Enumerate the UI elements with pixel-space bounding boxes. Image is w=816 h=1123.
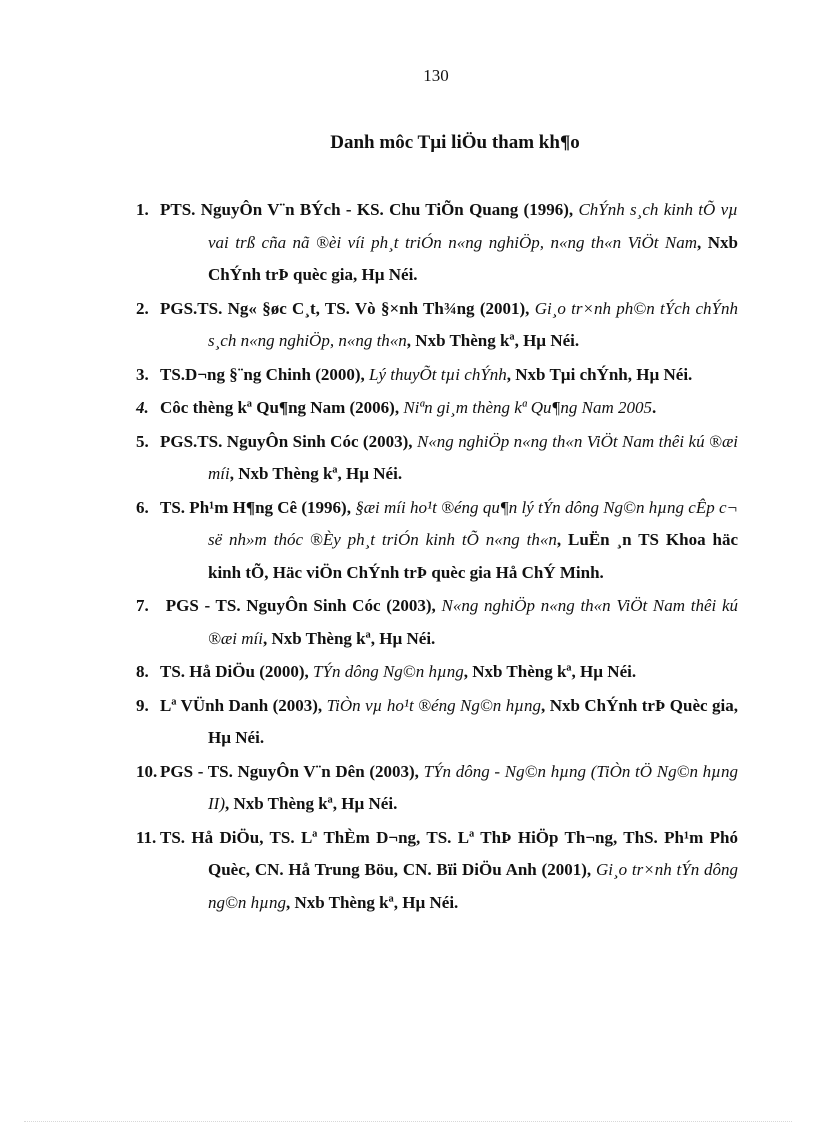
reference-work-title: Gi¸o tr×nh tÝn dông ng©n hµng — [208, 860, 738, 912]
reference-text: TS. Hå DiÖu, TS. Lª ThÈm D¬ng, TS. Lª ThÞ HiÖp Th¬ng, ThS. Ph¹m Phó Quèc, CN. Hå Trung Böu, CN. Bïi DiÖu Anh (2001), — [160, 827, 738, 879]
reference-item — [0, 492, 816, 590]
reference-item — [0, 359, 816, 392]
reference-work-title: Gi¸o tr×nh ph©n tÝch chÝnh s¸ch n«ng nghiÖp, n«ng th«n — [208, 298, 738, 350]
reference-number: 2. — [136, 298, 149, 318]
reference-text: , Nxb Thèng kª, Hµ Néi. — [262, 628, 436, 648]
reference-item — [0, 392, 816, 425]
reference-text: , Nxb Thèng kª, Hµ Néi. — [463, 662, 637, 681]
reference-item — [0, 426, 816, 491]
reference-list — [0, 194, 816, 920]
reference-text: , Nxb ChÝnh trÞ Quèc gia, Hµ Néi. — [208, 695, 738, 747]
reference-text: , LuËn ¸n TS Khoa häc kinh tÕ, Häc viÖn ChÝnh trÞ quèc gia Hå ChÝ Minh. — [208, 530, 738, 582]
reference-work-title: §æi míi ho¹t ®éng qu¶n lý tÝn dông Ng©n hµng cÊp c¬ së nh»m thóc ®Èy ph¸t triÓn kinh tÕ n«ng th«n — [208, 497, 738, 549]
reference-number: 11. — [136, 827, 157, 847]
reference-number: 7. — [136, 596, 149, 615]
reference-text: , Nxb Thèng kª, Hµ Néi. — [406, 331, 580, 350]
reference-text: TS. Hå DiÖu (2000), — [160, 662, 314, 681]
page-number: 130 — [423, 66, 449, 85]
reference-work-title: TÝn dông - Ng©n hµng (TiÒn tÖ Ng©n hµng II) — [208, 761, 738, 813]
reference-work-title: TÝn dông Ng©n hµng — [313, 662, 464, 681]
reference-work-title: TiÒn vµ ho¹t ®éng Ng©n hµng — [326, 695, 542, 715]
reference-text: . — [652, 398, 657, 417]
reference-work-title: Niªn gi¸m thèng kª Qu¶ng Nam 2005 — [403, 398, 653, 417]
reference-text: PGS - TS. NguyÔn V¨n Dên (2003), — [160, 761, 424, 781]
reference-text: , Nxb Thèng kª, Hµ Néi. — [285, 892, 459, 912]
reference-number: 3. — [136, 364, 149, 384]
reference-work-title: Lý thuyÕt tµi chÝnh — [369, 364, 507, 384]
reference-item — [0, 293, 816, 358]
reference-number: 6. — [136, 497, 149, 517]
reference-number: 1. — [136, 200, 149, 219]
reference-text: Lª VÜnh Danh (2003), — [160, 695, 327, 715]
page-title: Danh môc Tµi liÖu tham kh¶o — [330, 132, 580, 153]
reference-number: 4. — [136, 398, 149, 417]
reference-item — [0, 656, 816, 689]
reference-item — [0, 194, 816, 292]
reference-text: , Nxb Tµi chÝnh, Hµ Néi. — [506, 364, 693, 384]
reference-work-title: ChÝnh s¸ch kinh tÕ vµ vai trß cña nã ®èi víi ph¸t triÓn n«ng nghiÖp, n«ng th«n ViÖt Nam — [208, 200, 738, 252]
reference-text: PGS.TS. NguyÔn Sinh Cóc (2003), — [160, 431, 417, 451]
reference-number: 5. — [136, 431, 149, 451]
reference-item — [0, 690, 816, 755]
reference-text: TS.D¬ng §¨ng Chinh (2000), — [160, 364, 370, 384]
reference-text: , Nxb ChÝnh trÞ quèc gia, Hµ Néi. — [208, 232, 738, 284]
reference-text: , Nxb Thèng kª, Hµ Néi. — [224, 794, 398, 813]
reference-text: PTS. NguyÔn V¨n BÝch - KS. Chu TiÕn Quang (1996), — [160, 200, 579, 219]
page-bottom-divider — [24, 1121, 792, 1122]
reference-item — [0, 756, 816, 821]
reference-text: Côc thèng kª Qu¶ng Nam (2006), — [160, 398, 404, 417]
reference-item — [0, 822, 816, 920]
reference-item — [0, 590, 816, 655]
reference-number: 9. — [136, 695, 149, 715]
reference-text: PGS - TS. NguyÔn Sinh Cóc (2003), — [160, 596, 442, 615]
reference-work-title: N«ng nghiÖp n«ng th«n ViÖt Nam thêi kú ®æi míi — [208, 596, 738, 648]
reference-number: 8. — [136, 662, 149, 681]
reference-text: TS. Ph¹m H¶ng Cê (1996), — [160, 497, 356, 517]
reference-text: PGS.TS. Ng« §øc C¸t, TS. Vò §×nh Th¾ng (2001), — [160, 298, 535, 318]
reference-text: , Nxb Thèng kª, Hµ Néi. — [229, 464, 403, 483]
reference-work-title: N«ng nghiÖp n«ng th«n ViÖt Nam thêi kú ®æi míi — [208, 431, 739, 483]
reference-number: 10. — [136, 761, 158, 781]
